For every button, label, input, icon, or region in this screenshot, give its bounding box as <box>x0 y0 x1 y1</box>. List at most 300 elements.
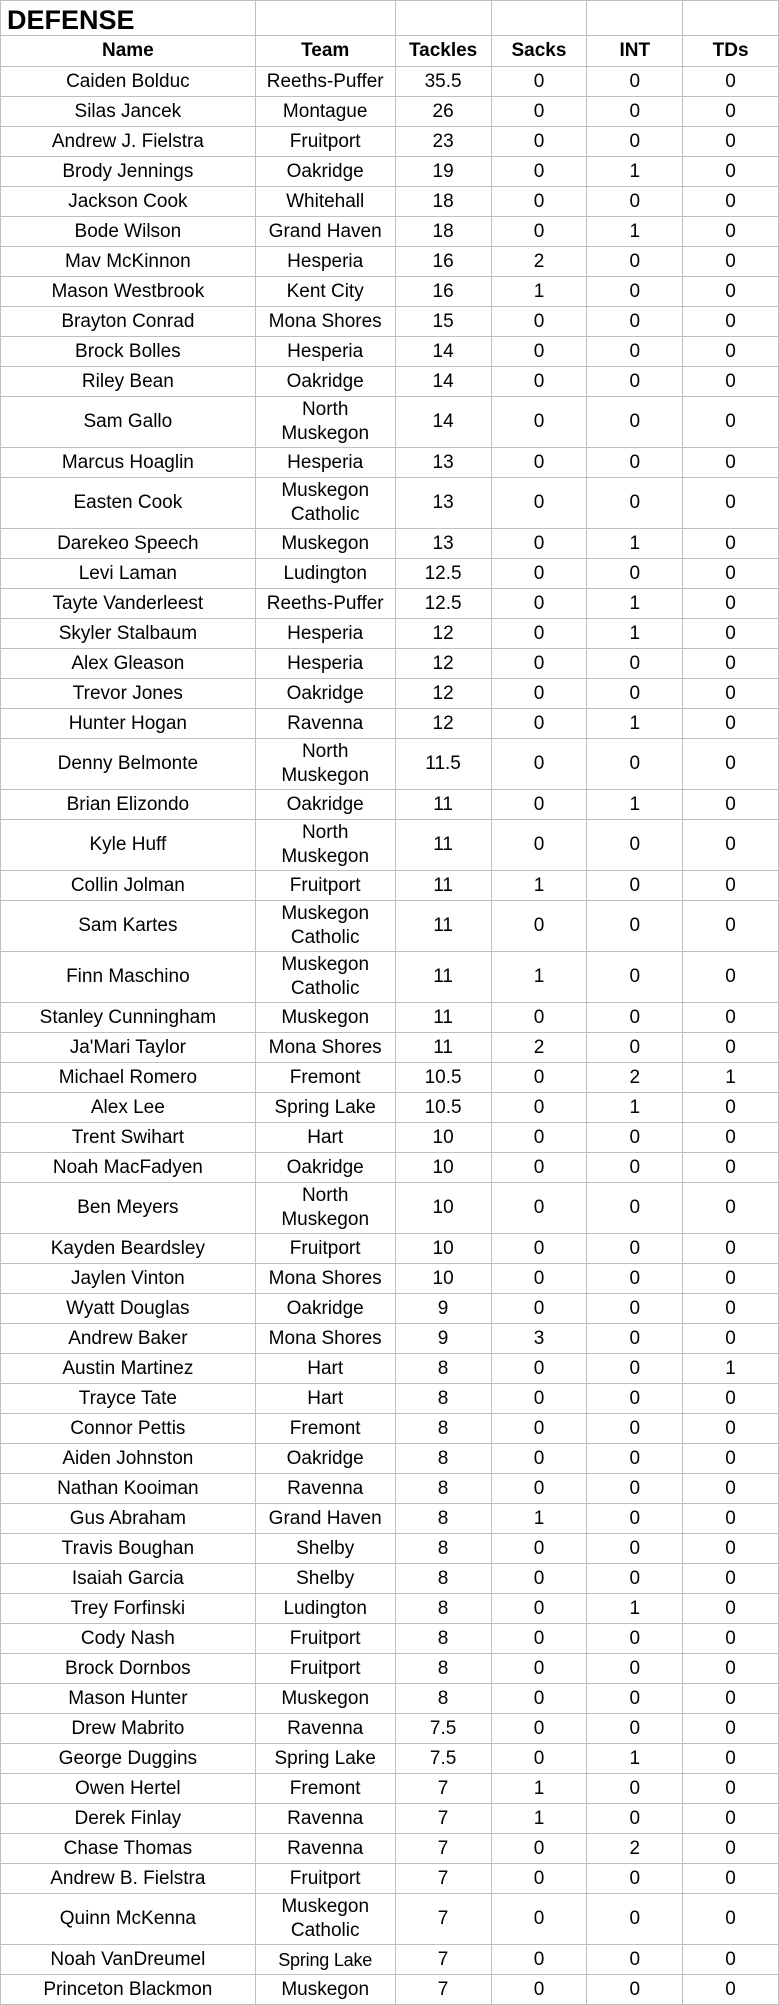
team-cell: Hesperia <box>255 619 395 649</box>
player-name-cell: Riley Bean <box>1 367 256 397</box>
player-name-cell: Andrew B. Fielstra <box>1 1864 256 1894</box>
team-cell: Mona Shores <box>255 1033 395 1063</box>
team-cell: Whitehall <box>255 187 395 217</box>
team-cell: Ludington <box>255 1594 395 1624</box>
int-cell: 0 <box>587 1894 683 1945</box>
team-cell: Fremont <box>255 1414 395 1444</box>
player-name-cell: Kayden Beardsley <box>1 1234 256 1264</box>
tackles-cell: 26 <box>395 97 491 127</box>
player-name-cell: Mason Westbrook <box>1 277 256 307</box>
team-cell: Fruitport <box>255 1654 395 1684</box>
int-cell: 0 <box>587 1294 683 1324</box>
int-cell: 1 <box>587 790 683 820</box>
tackles-cell: 7.5 <box>395 1744 491 1774</box>
player-name-cell: Marcus Hoaglin <box>1 448 256 478</box>
team-cell: Muskegon <box>255 529 395 559</box>
column-header-name: Name <box>1 36 256 67</box>
sacks-cell: 0 <box>491 589 587 619</box>
int-cell: 1 <box>587 619 683 649</box>
tackles-cell: 14 <box>395 397 491 448</box>
int-cell: 0 <box>587 901 683 952</box>
sacks-cell: 0 <box>491 1093 587 1123</box>
sacks-cell: 0 <box>491 1384 587 1414</box>
team-cell: Oakridge <box>255 1153 395 1183</box>
tackles-cell: 11 <box>395 820 491 871</box>
team-cell: Kent City <box>255 277 395 307</box>
tds-cell: 0 <box>683 1714 779 1744</box>
player-name-cell: Michael Romero <box>1 1063 256 1093</box>
tackles-cell: 8 <box>395 1534 491 1564</box>
player-name-cell: Mav McKinnon <box>1 247 256 277</box>
player-name-cell: Brock Dornbos <box>1 1654 256 1684</box>
team-cell: Fruitport <box>255 127 395 157</box>
tds-cell: 0 <box>683 1945 779 1975</box>
team-cell: Spring Lake <box>255 1744 395 1774</box>
int-cell: 0 <box>587 1033 683 1063</box>
team-cell: Oakridge <box>255 679 395 709</box>
team-cell: Fruitport <box>255 1864 395 1894</box>
player-name-cell: Austin Martinez <box>1 1354 256 1384</box>
team-cell: Muskegon Catholic <box>255 478 395 529</box>
sacks-cell: 0 <box>491 157 587 187</box>
int-cell: 2 <box>587 1834 683 1864</box>
tds-cell: 0 <box>683 1153 779 1183</box>
player-name-cell: Denny Belmonte <box>1 739 256 790</box>
int-cell: 0 <box>587 97 683 127</box>
tds-cell: 0 <box>683 1324 779 1354</box>
tackles-cell: 14 <box>395 367 491 397</box>
team-cell: Ravenna <box>255 1834 395 1864</box>
int-cell: 0 <box>587 1654 683 1684</box>
sacks-cell: 0 <box>491 448 587 478</box>
player-name-cell: Trevor Jones <box>1 679 256 709</box>
tackles-cell: 13 <box>395 478 491 529</box>
tackles-cell: 8 <box>395 1474 491 1504</box>
tackles-cell: 9 <box>395 1324 491 1354</box>
int-cell: 0 <box>587 1234 683 1264</box>
table-row <box>1 679 779 709</box>
sacks-cell: 0 <box>491 1474 587 1504</box>
table-row <box>1 1033 779 1063</box>
tackles-cell: 16 <box>395 277 491 307</box>
tackles-cell: 16 <box>395 247 491 277</box>
player-name-cell: Gus Abraham <box>1 1504 256 1534</box>
team-cell: North Muskegon <box>255 820 395 871</box>
tackles-cell: 12 <box>395 649 491 679</box>
tds-cell: 0 <box>683 529 779 559</box>
tds-cell: 0 <box>683 1093 779 1123</box>
table-row <box>1 1234 779 1264</box>
table-row <box>1 307 779 337</box>
int-cell: 0 <box>587 337 683 367</box>
sacks-cell: 0 <box>491 559 587 589</box>
tackles-cell: 11 <box>395 790 491 820</box>
table-row <box>1 1324 779 1354</box>
sacks-cell: 0 <box>491 187 587 217</box>
table-row <box>1 1804 779 1834</box>
tds-cell: 0 <box>683 679 779 709</box>
int-cell: 0 <box>587 1324 683 1354</box>
int-cell: 0 <box>587 1684 683 1714</box>
tds-cell: 0 <box>683 559 779 589</box>
team-cell: Hart <box>255 1384 395 1414</box>
sacks-cell: 0 <box>491 1534 587 1564</box>
table-row <box>1 67 779 97</box>
tackles-cell: 18 <box>395 217 491 247</box>
int-cell: 0 <box>587 1774 683 1804</box>
tds-cell: 0 <box>683 1894 779 1945</box>
team-cell: Muskegon <box>255 1684 395 1714</box>
sacks-cell: 0 <box>491 1564 587 1594</box>
tds-cell: 0 <box>683 247 779 277</box>
player-name-cell: Cody Nash <box>1 1624 256 1654</box>
tds-cell: 0 <box>683 739 779 790</box>
table-row <box>1 529 779 559</box>
tackles-cell: 7 <box>395 1975 491 2005</box>
tds-cell: 0 <box>683 1414 779 1444</box>
team-cell: Ravenna <box>255 1714 395 1744</box>
player-name-cell: Aiden Johnston <box>1 1444 256 1474</box>
sacks-cell: 0 <box>491 1123 587 1153</box>
tackles-cell: 14 <box>395 337 491 367</box>
sacks-cell: 0 <box>491 97 587 127</box>
int-cell: 0 <box>587 307 683 337</box>
team-cell: Reeths-Puffer <box>255 589 395 619</box>
table-row <box>1 1354 779 1384</box>
player-name-cell: Bode Wilson <box>1 217 256 247</box>
tackles-cell: 10 <box>395 1234 491 1264</box>
tds-cell: 0 <box>683 1834 779 1864</box>
table-row <box>1 1684 779 1714</box>
team-cell: Hart <box>255 1123 395 1153</box>
table-row <box>1 952 779 1003</box>
int-cell: 0 <box>587 1975 683 2005</box>
table-row <box>1 619 779 649</box>
table-row <box>1 589 779 619</box>
table-row <box>1 1834 779 1864</box>
int-cell: 0 <box>587 448 683 478</box>
table-row <box>1 1384 779 1414</box>
tackles-cell: 10.5 <box>395 1063 491 1093</box>
player-name-cell: Jaylen Vinton <box>1 1264 256 1294</box>
team-cell: North Muskegon <box>255 1183 395 1234</box>
int-cell: 0 <box>587 1003 683 1033</box>
team-cell: Ravenna <box>255 709 395 739</box>
table-row <box>1 187 779 217</box>
tds-cell: 0 <box>683 187 779 217</box>
tackles-cell: 19 <box>395 157 491 187</box>
title-spacer-cell <box>491 1 587 36</box>
int-cell: 1 <box>587 217 683 247</box>
player-name-cell: Drew Mabrito <box>1 1714 256 1744</box>
table-row <box>1 820 779 871</box>
team-cell: North Muskegon <box>255 739 395 790</box>
team-cell: Oakridge <box>255 1444 395 1474</box>
table-row <box>1 1414 779 1444</box>
sacks-cell: 0 <box>491 1294 587 1324</box>
player-name-cell: Brian Elizondo <box>1 790 256 820</box>
tackles-cell: 10 <box>395 1153 491 1183</box>
table-row <box>1 478 779 529</box>
tackles-cell: 7 <box>395 1945 491 1975</box>
tackles-cell: 11 <box>395 1033 491 1063</box>
table-row <box>1 448 779 478</box>
sacks-cell: 0 <box>491 1153 587 1183</box>
team-cell: Oakridge <box>255 157 395 187</box>
sacks-cell: 0 <box>491 709 587 739</box>
player-name-cell: Connor Pettis <box>1 1414 256 1444</box>
sacks-cell: 1 <box>491 871 587 901</box>
tackles-cell: 8 <box>395 1594 491 1624</box>
tds-cell: 0 <box>683 820 779 871</box>
tackles-cell: 12.5 <box>395 589 491 619</box>
table-row <box>1 157 779 187</box>
int-cell: 0 <box>587 367 683 397</box>
table-row <box>1 1003 779 1033</box>
sacks-cell: 0 <box>491 1654 587 1684</box>
column-header-team: Team <box>255 36 395 67</box>
int-cell: 0 <box>587 1534 683 1564</box>
team-cell: Spring Lake <box>255 1093 395 1123</box>
player-name-cell: Jackson Cook <box>1 187 256 217</box>
player-name-cell: Ben Meyers <box>1 1183 256 1234</box>
tackles-cell: 12 <box>395 619 491 649</box>
sacks-cell: 0 <box>491 1183 587 1234</box>
int-cell: 0 <box>587 1945 683 1975</box>
sacks-cell: 0 <box>491 1624 587 1654</box>
table-row <box>1 649 779 679</box>
tackles-cell: 10.5 <box>395 1093 491 1123</box>
tds-cell: 0 <box>683 397 779 448</box>
tds-cell: 1 <box>683 1354 779 1384</box>
player-name-cell: Derek Finlay <box>1 1804 256 1834</box>
team-cell: Hesperia <box>255 448 395 478</box>
team-cell: Fruitport <box>255 1624 395 1654</box>
tds-cell: 0 <box>683 127 779 157</box>
team-cell: Hesperia <box>255 247 395 277</box>
int-cell: 0 <box>587 1714 683 1744</box>
sacks-cell: 1 <box>491 1804 587 1834</box>
table-row <box>1 1294 779 1324</box>
table-row <box>1 709 779 739</box>
tackles-cell: 12 <box>395 709 491 739</box>
int-cell: 0 <box>587 67 683 97</box>
team-cell: Muskegon Catholic <box>255 1894 395 1945</box>
int-cell: 0 <box>587 1624 683 1654</box>
header-row <box>1 36 779 67</box>
sacks-cell: 2 <box>491 247 587 277</box>
int-cell: 0 <box>587 277 683 307</box>
tds-cell: 0 <box>683 1774 779 1804</box>
tds-cell: 0 <box>683 1234 779 1264</box>
player-name-cell: Stanley Cunningham <box>1 1003 256 1033</box>
int-cell: 0 <box>587 1153 683 1183</box>
table-row <box>1 277 779 307</box>
player-name-cell: Silas Jancek <box>1 97 256 127</box>
tds-cell: 0 <box>683 871 779 901</box>
int-cell: 1 <box>587 157 683 187</box>
int-cell: 0 <box>587 649 683 679</box>
team-cell: Mona Shores <box>255 1264 395 1294</box>
team-cell: Mona Shores <box>255 1324 395 1354</box>
player-name-cell: Brody Jennings <box>1 157 256 187</box>
tackles-cell: 10 <box>395 1183 491 1234</box>
table-row <box>1 1474 779 1504</box>
tackles-cell: 15 <box>395 307 491 337</box>
tds-cell: 0 <box>683 1003 779 1033</box>
title-spacer-cell <box>395 1 491 36</box>
player-name-cell: Brayton Conrad <box>1 307 256 337</box>
int-cell: 0 <box>587 1444 683 1474</box>
tds-cell: 0 <box>683 307 779 337</box>
sacks-cell: 0 <box>491 679 587 709</box>
int-cell: 1 <box>587 1093 683 1123</box>
player-name-cell: Trayce Tate <box>1 1384 256 1414</box>
sacks-cell: 0 <box>491 1594 587 1624</box>
tds-cell: 0 <box>683 619 779 649</box>
tds-cell: 0 <box>683 1975 779 2005</box>
tackles-cell: 13 <box>395 448 491 478</box>
tackles-cell: 7 <box>395 1804 491 1834</box>
tackles-cell: 8 <box>395 1444 491 1474</box>
tds-cell: 0 <box>683 448 779 478</box>
team-cell: Hesperia <box>255 337 395 367</box>
int-cell: 0 <box>587 952 683 1003</box>
tackles-cell: 8 <box>395 1504 491 1534</box>
team-cell: Reeths-Puffer <box>255 67 395 97</box>
tds-cell: 0 <box>683 1624 779 1654</box>
tackles-cell: 7 <box>395 1894 491 1945</box>
sacks-cell: 0 <box>491 1864 587 1894</box>
team-cell: Muskegon <box>255 1003 395 1033</box>
int-cell: 0 <box>587 1564 683 1594</box>
table-row <box>1 1864 779 1894</box>
tds-cell: 0 <box>683 478 779 529</box>
table-row <box>1 1534 779 1564</box>
sacks-cell: 0 <box>491 337 587 367</box>
table-row <box>1 217 779 247</box>
sacks-cell: 0 <box>491 1945 587 1975</box>
tackles-cell: 12.5 <box>395 559 491 589</box>
int-cell: 1 <box>587 709 683 739</box>
int-cell: 2 <box>587 1063 683 1093</box>
tds-cell: 0 <box>683 1033 779 1063</box>
team-cell: Spring Lake <box>255 1945 395 1975</box>
sacks-cell: 1 <box>491 1504 587 1534</box>
sacks-cell: 0 <box>491 367 587 397</box>
tds-cell: 0 <box>683 1264 779 1294</box>
tackles-cell: 35.5 <box>395 67 491 97</box>
team-cell: Hart <box>255 1354 395 1384</box>
table-row <box>1 1063 779 1093</box>
sheet-title: DEFENSE <box>1 1 256 36</box>
player-name-cell: Andrew Baker <box>1 1324 256 1354</box>
int-cell: 0 <box>587 1474 683 1504</box>
int-cell: 0 <box>587 187 683 217</box>
tackles-cell: 13 <box>395 529 491 559</box>
tackles-cell: 10 <box>395 1264 491 1294</box>
tds-cell: 0 <box>683 277 779 307</box>
tackles-cell: 23 <box>395 127 491 157</box>
player-name-cell: Princeton Blackmon <box>1 1975 256 2005</box>
title-spacer-cell <box>587 1 683 36</box>
table-row <box>1 1654 779 1684</box>
tackles-cell: 7 <box>395 1864 491 1894</box>
table-row <box>1 1123 779 1153</box>
tackles-cell: 11 <box>395 871 491 901</box>
tds-cell: 0 <box>683 901 779 952</box>
table-row <box>1 1093 779 1123</box>
table-row <box>1 127 779 157</box>
table-row <box>1 1504 779 1534</box>
sacks-cell: 0 <box>491 67 587 97</box>
tds-cell: 0 <box>683 97 779 127</box>
player-name-cell: Trey Forfinski <box>1 1594 256 1624</box>
team-cell: Montague <box>255 97 395 127</box>
team-cell: Fruitport <box>255 1234 395 1264</box>
tds-cell: 0 <box>683 1804 779 1834</box>
team-cell: Grand Haven <box>255 217 395 247</box>
tds-cell: 0 <box>683 1534 779 1564</box>
tds-cell: 0 <box>683 337 779 367</box>
player-name-cell: Chase Thomas <box>1 1834 256 1864</box>
team-cell: Ravenna <box>255 1804 395 1834</box>
int-cell: 0 <box>587 679 683 709</box>
sacks-cell: 0 <box>491 217 587 247</box>
sacks-cell: 0 <box>491 619 587 649</box>
team-cell: Fremont <box>255 1063 395 1093</box>
team-cell: Shelby <box>255 1564 395 1594</box>
sacks-cell: 0 <box>491 1834 587 1864</box>
team-cell: Oakridge <box>255 367 395 397</box>
tds-cell: 0 <box>683 790 779 820</box>
tds-cell: 0 <box>683 367 779 397</box>
int-cell: 0 <box>587 247 683 277</box>
table-row <box>1 1714 779 1744</box>
column-header-sacks: Sacks <box>491 36 587 67</box>
player-name-cell: Sam Gallo <box>1 397 256 448</box>
tds-cell: 0 <box>683 1744 779 1774</box>
player-name-cell: Wyatt Douglas <box>1 1294 256 1324</box>
player-name-cell: Sam Kartes <box>1 901 256 952</box>
sacks-cell: 0 <box>491 790 587 820</box>
table-row <box>1 871 779 901</box>
player-name-cell: Easten Cook <box>1 478 256 529</box>
sacks-cell: 0 <box>491 1354 587 1384</box>
player-name-cell: Noah MacFadyen <box>1 1153 256 1183</box>
team-cell: Ravenna <box>255 1474 395 1504</box>
int-cell: 0 <box>587 739 683 790</box>
table-row <box>1 247 779 277</box>
int-cell: 1 <box>587 1744 683 1774</box>
player-name-cell: Alex Gleason <box>1 649 256 679</box>
tds-cell: 0 <box>683 1504 779 1534</box>
player-name-cell: Alex Lee <box>1 1093 256 1123</box>
player-name-cell: Isaiah Garcia <box>1 1564 256 1594</box>
int-cell: 0 <box>587 478 683 529</box>
table-row <box>1 97 779 127</box>
tds-cell: 0 <box>683 1654 779 1684</box>
tds-cell: 0 <box>683 1864 779 1894</box>
team-cell: Grand Haven <box>255 1504 395 1534</box>
int-cell: 0 <box>587 1414 683 1444</box>
table-row <box>1 1183 779 1234</box>
tackles-cell: 8 <box>395 1384 491 1414</box>
int-cell: 1 <box>587 529 683 559</box>
team-cell: Muskegon <box>255 1975 395 2005</box>
team-cell: Hesperia <box>255 649 395 679</box>
player-name-cell: Caiden Bolduc <box>1 67 256 97</box>
